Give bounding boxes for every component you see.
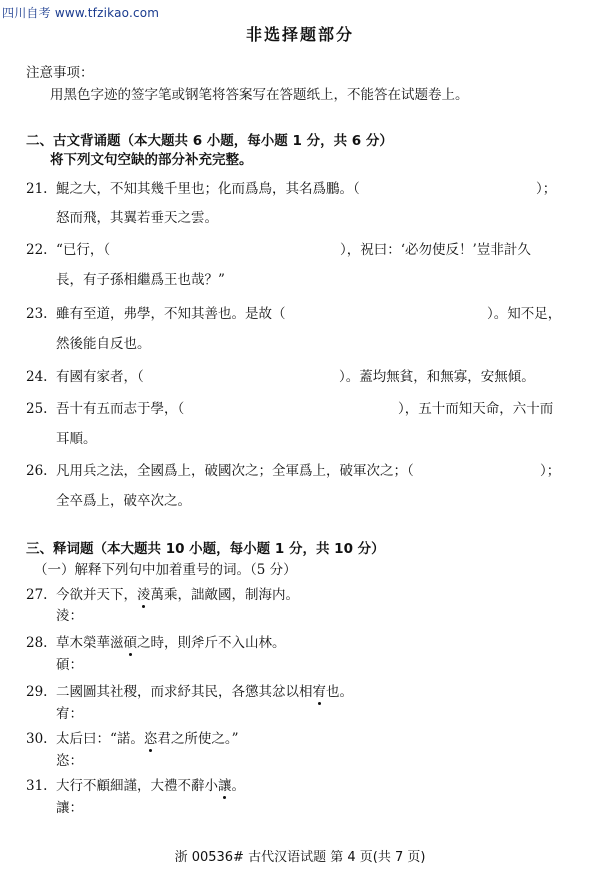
- question-text-pre: 二國圖其社稷，而求紓其民，各懲其忿以相: [56, 684, 313, 700]
- answer-label-30: 恣：: [56, 753, 83, 769]
- question-text: 凡用兵之法，全國爲上，破國次之；全軍爲上，破軍次之；（: [56, 463, 414, 479]
- emphasized-word: 讓: [218, 778, 232, 794]
- question-22-blank-end: ），祝曰：‘必勿使反！’豈非計久: [340, 242, 531, 258]
- question-number: 28.: [26, 635, 48, 651]
- question-25-blank-end: ），五十而知天命，六十而: [398, 401, 554, 417]
- question-text-post: 君之所使之。”: [157, 731, 239, 747]
- question-text-post: 。: [231, 778, 245, 794]
- question-26-line2: 全卒爲上，破卒次之。: [56, 493, 191, 509]
- question-21-line2: 怒而飛，其翼若垂天之雲。: [56, 210, 218, 226]
- emphasized-word: 碩: [123, 635, 137, 651]
- emphasized-word: 淩: [137, 587, 151, 603]
- notice-heading: 注意事项：: [26, 65, 94, 81]
- question-28: [26, 634, 286, 652]
- question-30: [26, 730, 239, 748]
- question-24: [26, 368, 144, 386]
- question-27: [26, 586, 299, 604]
- question-number: 21.: [26, 181, 48, 197]
- question-number: 23.: [26, 306, 48, 322]
- question-text: 有國有家者，（: [56, 369, 144, 385]
- question-number: 26.: [26, 463, 48, 479]
- question-text-pre: 太后曰：“諾。: [56, 731, 144, 747]
- question-31: [26, 777, 245, 795]
- notice-text: 用黑色字迹的签字笔或钢笔将答案写在答题纸上，不能答在试题卷上。: [50, 87, 469, 103]
- question-26-blank-end: ）；: [540, 463, 561, 479]
- question-number: 27.: [26, 587, 48, 603]
- section2-instruction: 将下列文句空缺的部分补充完整。: [50, 152, 253, 168]
- question-number: 25.: [26, 401, 48, 417]
- answer-label-28: 碩：: [56, 657, 83, 673]
- question-text: 吾十有五而志于學，（: [56, 401, 185, 417]
- question-text-pre: 大行不顧細謹，大禮不辭小: [56, 778, 218, 794]
- question-21-blank-end: ）；: [536, 181, 557, 197]
- question-26: [26, 462, 414, 480]
- site-banner: 四川自考 www.tfzikao.com: [2, 6, 160, 20]
- question-number: 30.: [26, 731, 48, 747]
- page-footer: 浙 00536# 古代汉语试题 第 4 页(共 7 页): [174, 850, 426, 865]
- question-text-post: 也。: [326, 684, 353, 700]
- section3-subheading: （一）解释下列句中加着重号的词。（5 分）: [34, 562, 297, 578]
- question-text: 鯤之大，不知其幾千里也；化而爲鳥，其名爲鵬。（: [56, 181, 360, 197]
- question-23-blank-end: ）。知不足，: [487, 306, 562, 322]
- emphasized-word: 恣: [143, 731, 158, 747]
- question-text-pre: 草木榮華滋: [56, 635, 124, 651]
- question-23: [26, 305, 286, 323]
- question-25-line2: 耳順。: [56, 431, 97, 447]
- question-29: [26, 683, 353, 701]
- question-number: 24.: [26, 369, 48, 385]
- answer-label-27: 淩：: [56, 608, 83, 624]
- question-number: 22.: [26, 242, 48, 258]
- page-title: 非选择题部分: [245, 25, 354, 44]
- question-text: 雖有至道，弗學，不知其善也。是故（: [56, 306, 286, 322]
- question-number: 31.: [26, 778, 48, 794]
- section2-heading: 二、古文背诵题（本大题共 6 小题，每小题 1 分，共 6 分）: [26, 133, 393, 149]
- question-21: [26, 180, 360, 198]
- question-text-post: 之時，則斧斤不入山林。: [137, 635, 286, 651]
- question-25: [26, 400, 184, 418]
- question-23-line2: 然後能自反也。: [56, 336, 151, 352]
- question-text-post: 萬乘，詘敵國，制海内。: [150, 587, 299, 603]
- answer-label-29: 宥：: [56, 706, 83, 722]
- emphasized-word: 宥: [312, 684, 326, 700]
- question-24-blank-end: ）。蓋均無貧，和無寡，安無傾。: [339, 369, 535, 385]
- section3-heading: 三、释词题（本大题共 10 小题，每小题 1 分，共 10 分）: [26, 541, 385, 557]
- question-text: “已行，（: [56, 242, 111, 258]
- question-number: 29.: [26, 684, 48, 700]
- question-22-line2: 長，有子孫相繼爲王也哉？”: [56, 272, 225, 288]
- question-text-pre: 今欲并天下，: [56, 587, 137, 603]
- answer-label-31: 讓：: [56, 800, 83, 816]
- question-22: [26, 241, 110, 259]
